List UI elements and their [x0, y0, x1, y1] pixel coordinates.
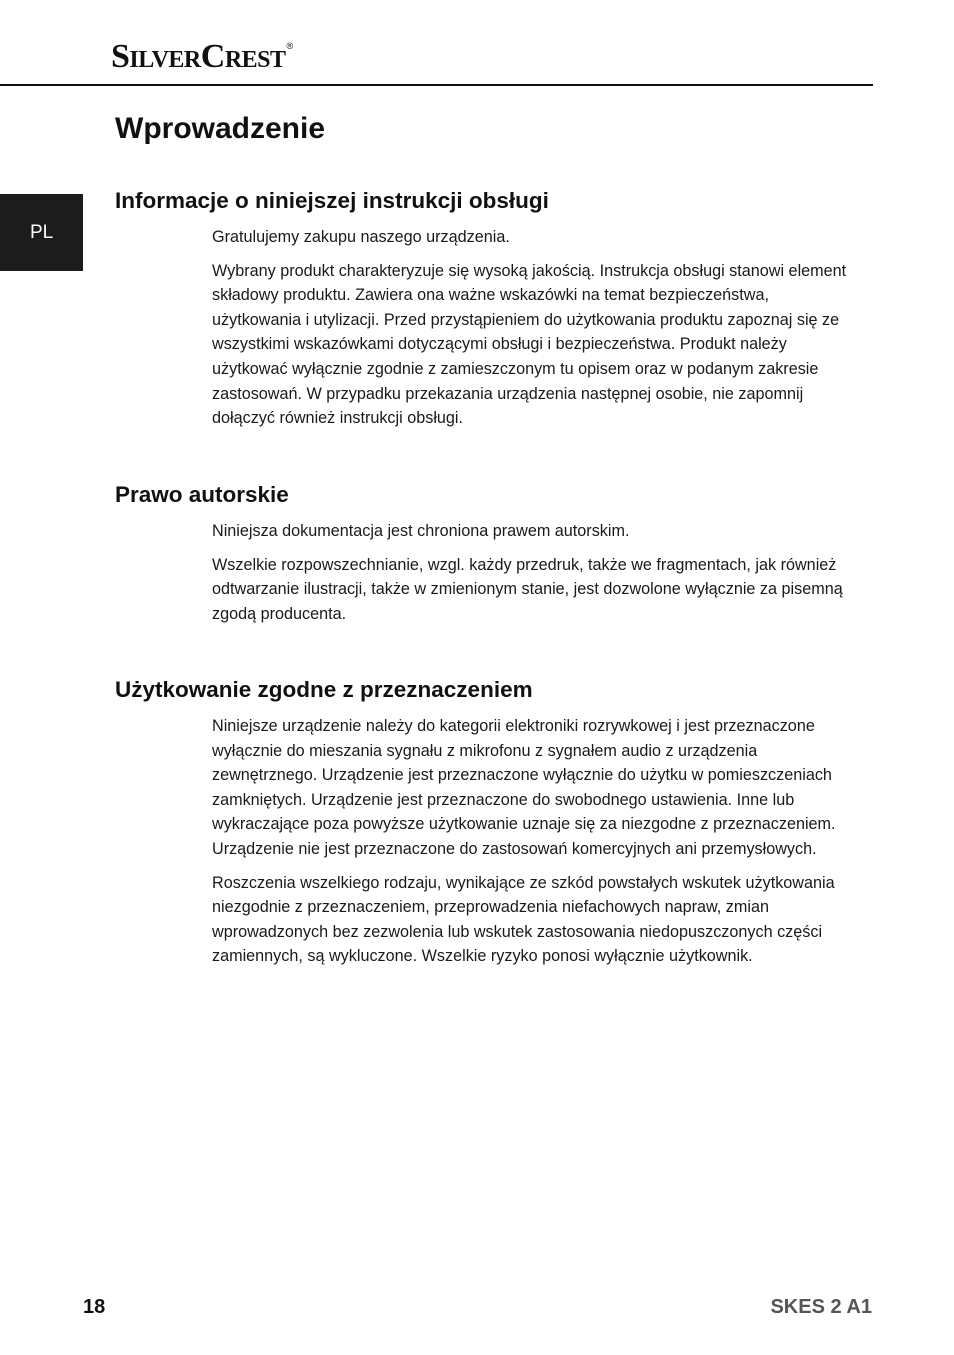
paragraph: Wybrany produkt charakteryzuje się wysoką jakością. Instrukcja obsługi stanowi element składowy produktu. Zawiera ona ważne wskazówki na temat bezpieczeństwa, użytkowania i utylizacji. Przed przystąpieniem do użytkowania produktu zapoznaj się ze wszystkimi wskazówkami dotyczącymi obsługi i bezpieczeństwa. Produkt należy użytkować wyłącznie zgodnie z zamieszczonym tu opisem oraz w podanym zakresie zastosowań. W przypadku przekazania urządzenia następnej osobie, nie zapomnij dołączyć również instrukcji obsługi.	[212, 261, 847, 428]
page-title: Wprowadzenie	[115, 112, 326, 145]
page-number: 18	[83, 1296, 106, 1318]
section-heading: Informacje o niniejszej instrukcji obsługi	[115, 188, 549, 213]
section-heading: Prawo autorskie	[115, 482, 289, 507]
model-number: SKES 2 A1	[770, 1296, 872, 1318]
paragraph: Gratulujemy zakupu naszego urządzenia.	[212, 228, 510, 246]
section-copyright	[115, 481, 855, 635]
language-tab: PL	[0, 194, 83, 271]
paragraph: Roszczenia wszelkiego rodzaju, wynikające ze szkód powstałych wskutek użytkowania niezgodnie z przeznaczeniem, przeprowadzenia niefachowych napraw, zmian wprowadzonych bez zezwolenia lub wskutek zastosowania niedopuszczonych części zamiennych, są wykluczone. Wszelkie ryzyko ponosi wyłącznie użytkownik.	[212, 873, 835, 966]
paragraph: Niniejsze urządzenie należy do kategorii elektroniki rozrywkowej i jest przeznaczone wyłącznie do mieszania sygnału z mikrofonu z sygnałem audio z urządzenia zewnętrznego. Urządzenie jest przeznaczone wyłącznie do użytku w pomieszczeniach zamkniętych. Urządzenie jest przeznaczone do swobodnego ustawienia. Inne lub wykraczające poza powyższe użytkowanie uznaje się za niezgodne z przeznaczeniem. Urządzenie nie jest przeznaczone do zastosowań komercyjnych ani przemysłowych.	[212, 717, 836, 858]
brand-logo: SILVERCREST®	[111, 38, 293, 75]
header-divider	[0, 84, 873, 86]
paragraph: Wszelkie rozpowszechnianie, wzgl. każdy przedruk, także we fragmentach, jak również odtwarzanie ilustracji, także w zmienionym stanie, jest dozwolone wyłącznie za pisemną zgodą producenta.	[212, 555, 843, 623]
section-intended-use	[115, 676, 855, 978]
section-heading: Użytkowanie zgodne z przeznaczeniem	[115, 677, 533, 702]
paragraph: Niniejsza dokumentacja jest chroniona prawem autorskim.	[212, 522, 630, 540]
section-manual-info	[115, 187, 855, 440]
